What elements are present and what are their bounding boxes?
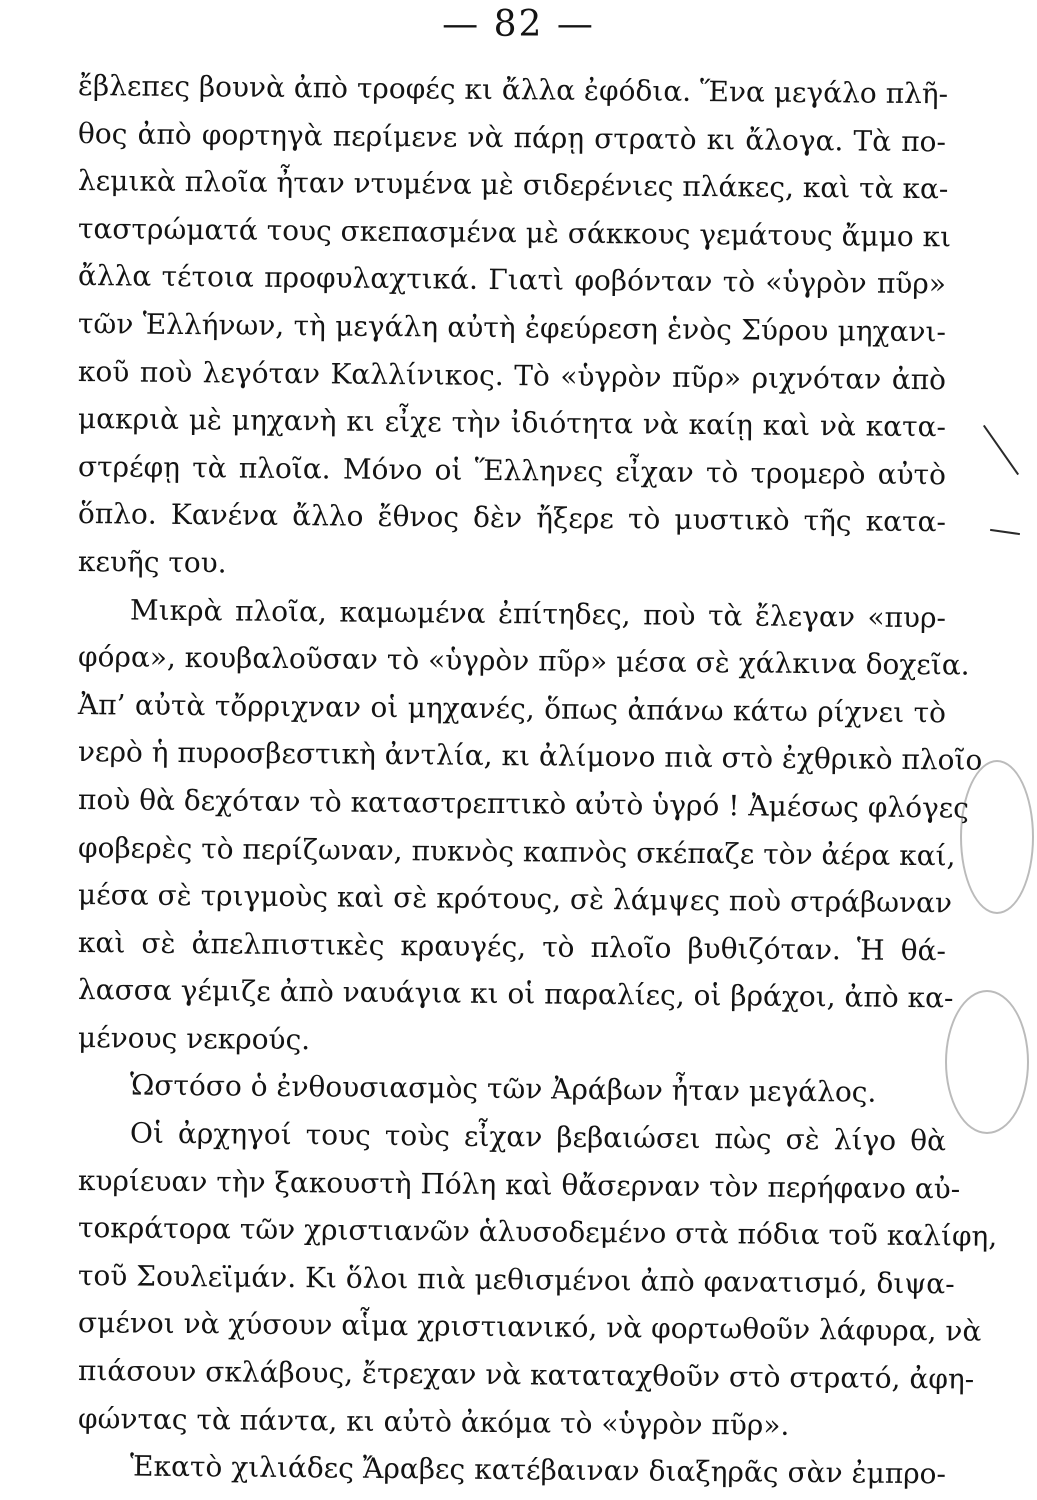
text-line: Ἑκατὸ χιλιάδες Ἄραβες κατέβαιναν διαξηρᾶς σὰν ἐμπρο- (129, 1449, 947, 1491)
text-line: κοῦ ποὺ λεγόταν Καλλίνικος. Τὸ «ὑγρὸν πῦρ» ριχνόταν ἀπὸ (77, 354, 947, 396)
text-line: κευῆς του. (77, 544, 227, 580)
text-line: Ὡστόσο ὁ ἐνθουσιασμὸς τῶν Ἀράβων ἦταν μεγάλος. (129, 1068, 877, 1110)
text-line: ποὺ θὰ δεχόταν τὸ καταστρεπτικὸ αὐτὸ ὑγρό ! Ἀμέσως φλόγες (77, 782, 970, 825)
text-line: φόρα», κουβαλοῦσαν τὸ «ὑγρὸν πῦρ» μέσα σὲ χάλκινα δοχεῖα. (77, 640, 970, 682)
text-line: μένους νεκρούς. (77, 1020, 311, 1057)
text-line: Οἱ ἀρχηγοί τους τοὺς εἶχαν βεβαιώσει πὼς σὲ λίγο θὰ (129, 1116, 947, 1158)
text-line: πιάσουν σκλάβους, ἔτρεχαν νὰ καταταχθοῦν στὸ στρατό, ἀφη- (77, 1354, 975, 1396)
text-line: καὶ σὲ ἀπελπιστικὲς κραυγές, τὸ πλοῖο βυθιζόταν. Ἡ θά- (77, 925, 947, 968)
margin-stain (960, 760, 1034, 914)
margin-scratch (990, 529, 1020, 535)
text-line: νερὸ ἡ πυροσβεστικὴ ἀντλία, κι ἀλίμονο πιὰ στὸ ἐχθρικὸ πλοῖο (77, 735, 983, 777)
margin-stain (945, 990, 1029, 1134)
text-line: ἔβλεπες βουνὰ ἀπὸ τροφές κι ἄλλα ἐφόδια. Ἕνα μεγάλο πλῆ- (77, 69, 949, 111)
text-line: Ἀπ’ αὐτὰ τὄρριχναν οἱ μηχανές, ὅπως ἀπάνω κάτω ρίχνει τὸ (77, 687, 947, 730)
text-line: τοῦ Σουλεϊμάν. Κι ὅλοι πιὰ μεθισμένοι ἀπὸ φανατισμό, διψα- (77, 1258, 955, 1301)
text-line: τῶν Ἑλλήνων, τὴ μεγάλη αὐτὴ ἐφεύρεση ἑνὸς Σύρου μηχανι- (77, 306, 947, 349)
text-line: Μικρὰ πλοῖα, καμωμένα ἐπίτηδες, ποὺ τὰ ἔλεγαν «πυρ- (129, 593, 947, 634)
text-line: τοκράτορα τῶν χριστιανῶν ἁλυσοδεμένο στὰ πόδια τοῦ καλίφη, (77, 1211, 998, 1254)
text-line: λασσα γέμιζε ἀπὸ ναυάγια κι οἱ παραλίες, οἱ βράχοι, ἀπὸ κα- (77, 973, 954, 1015)
text-line: ἄλλα τέτοια προφυλαχτικά. Γιατὶ φοβόνταν τὸ «ὑγρὸν πῦρ» (77, 259, 947, 301)
text-line: μέσα σὲ τριγμοὺς καὶ σὲ κρότους, σὲ λάμψες ποὺ στράβωναν (77, 878, 953, 920)
text-line: ταστρώματά τους σκεπασμένα μὲ σάκκους γεμάτους ἄμμο κι (77, 211, 952, 254)
margin-scratch (983, 425, 1019, 475)
text-line: μακριὰ μὲ μηχανὴ κι εἶχε τὴν ἰδιότητα νὰ καίῃ καὶ νὰ κατα- (77, 402, 947, 444)
text-line: θος ἀπὸ φορτηγὰ περίμενε νὰ πάρῃ στρατὸ κι ἄλογα. Τὰ πο- (77, 116, 947, 158)
text-line: ὅπλο. Κανένα ἄλλο ἔθνος δὲν ἤξερε τὸ μυστικὸ τῆς κατα- (77, 497, 947, 539)
page-number: — 82 — (442, 4, 595, 45)
text-line: φοβερὲς τὸ περίζωναν, πυκνὸς καπνὸς σκέπαζε τὸν ἀέρα καί, (77, 830, 956, 872)
text-line: σμένοι νὰ χύσουν αἷμα χριστιανικό, νὰ φορτωθοῦν λάφυρα, νὰ (77, 1306, 982, 1349)
text-line: κυρίευαν τὴν ξακουστὴ Πόλη καὶ θἄσερναν τὸν περήφανο αὐ- (77, 1163, 961, 1206)
body-text (77, 62, 998, 1491)
text-line: λεμικὰ πλοῖα ἦταν ντυμένα μὲ σιδερένιες πλάκες, καὶ τὰ κα- (77, 164, 949, 206)
text-line: φώντας τὰ πάντα, κι αὐτὸ ἀκόμα τὸ «ὑγρὸν πῦρ». (77, 1401, 790, 1442)
text-line: στρέφῃ τὰ πλοῖα. Μόνο οἱ Ἕλληνες εἶχαν τὸ τρομερὸ αὐτὸ (77, 449, 947, 492)
